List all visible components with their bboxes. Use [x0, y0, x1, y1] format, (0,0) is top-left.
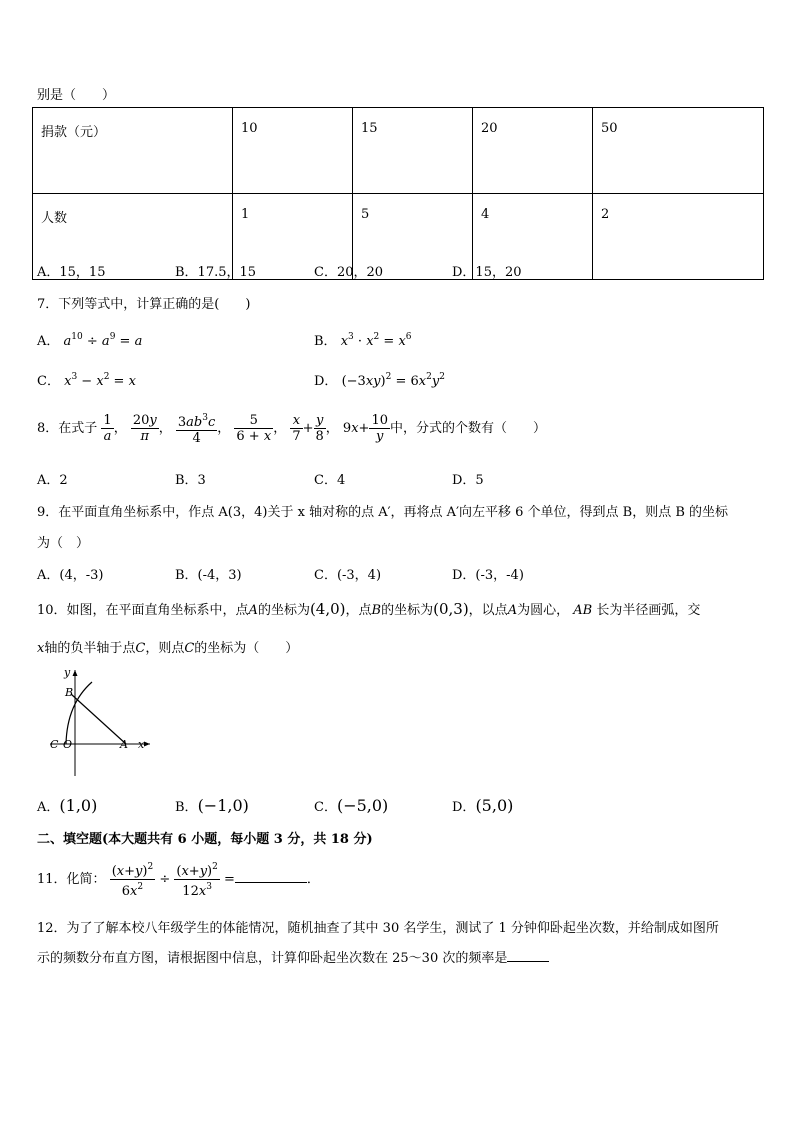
q10-option-c[interactable] [314, 796, 388, 815]
q9-option-a[interactable]: A．(4，-3) [37, 568, 104, 583]
q6-option-b[interactable]: B．17.5，15 [175, 265, 257, 280]
y-axis-arrow [73, 670, 78, 676]
table-cell: 4 [473, 194, 593, 280]
point-a: A [248, 603, 258, 618]
answer-blank[interactable] [235, 868, 307, 883]
option-label: B． [314, 334, 337, 349]
formula: $x^3 - x^2 = x$ [64, 372, 136, 389]
table-row [33, 108, 764, 194]
table-cell: 2 [593, 194, 764, 280]
option-label: D． [314, 374, 338, 389]
segment-ab-line [71, 694, 126, 744]
fraction: $\frac{x}{7}$ [292, 413, 301, 444]
option-label: C． [314, 800, 337, 815]
label-o: O [63, 738, 73, 751]
option-value: (−1,0) [197, 796, 249, 815]
table-cell: 15 [353, 108, 473, 194]
table-cell: 20 [473, 108, 593, 194]
text: ，则点 [145, 641, 185, 656]
table-cell: 人数 [33, 194, 233, 280]
formula: $a^{10} \div a^9 = a$ [63, 332, 143, 349]
fraction: $\frac{y}{8}$ [315, 413, 324, 444]
q6-option-c[interactable]: C．20，20 [314, 265, 384, 280]
q10-line1 [37, 599, 700, 618]
text: 为圆心， [517, 603, 570, 618]
q9-line1: 9．在平面直角坐标系中，作点 A(3，4)关于 x 轴对称的点 A′，再将点 A′向左平移 6 个单位，得到点 B，则点 B 的坐标 [37, 505, 729, 520]
text: 10．如图，在平面直角坐标系中，点 [37, 603, 249, 618]
segment-ab: AB [573, 603, 593, 618]
q12-text: 示的频数分布直方图，请根据图中信息，计算仰卧起坐次数在 25～30 次的频率是 [37, 951, 508, 966]
table-cell: 5 [353, 194, 473, 280]
option-value: (5,0) [475, 796, 514, 815]
q8-option-c[interactable]: C．4 [314, 473, 346, 488]
point-a: A [507, 603, 518, 618]
fraction: $\frac{10}{y}$ [371, 413, 388, 444]
table-cell: 捐款（元） [33, 108, 233, 194]
donation-table [32, 107, 764, 280]
q10-figure [40, 664, 160, 779]
axis-x: x [37, 641, 45, 656]
q7-stem: 7．下列等式中，计算正确的是( ) [37, 297, 251, 312]
q8-stem: 8．在式子 $\frac{1}{a}$ ， $\frac{20y}{\pi}$ ， $\frac{3ab^3c}{4}$ ， $\frac{5}{6 + x}$ ， $\frac{x}{7}$ + $\frac{y}{8}$ ， 9x+ $\frac{10}{y}$ 中，分式的个数有（ ） [37, 413, 547, 446]
label-c: C [50, 738, 59, 751]
q6-option-d[interactable]: D．15，20 [452, 265, 522, 280]
text: ，以点 [468, 603, 508, 618]
option-value: (1,0) [59, 796, 98, 815]
q12-line2 [37, 947, 549, 966]
point-b: B [371, 603, 382, 618]
q12-line1: 12．为了了解本校八年级学生的体能情况，随机抽查了其中 30 名学生，测试了 1 分钟仰卧起坐次数，并给制成如图所 [37, 921, 719, 936]
q8-option-a[interactable]: A．2 [37, 473, 68, 488]
label-a: A [120, 738, 128, 751]
option-value: (−5,0) [336, 796, 389, 815]
coord-a: (4,0) [309, 600, 346, 618]
q10-line2 [37, 637, 298, 656]
text: 的坐标为 [381, 603, 434, 618]
q10-option-a[interactable] [37, 796, 97, 815]
fraction: $\frac{5}{6 + x}$ [236, 413, 272, 444]
option-label: C． [37, 374, 60, 389]
table-row [33, 194, 764, 280]
option-label: B． [175, 800, 198, 815]
option-label: A． [37, 334, 60, 349]
q8-number: 8．在式子 [37, 421, 98, 436]
fraction: $\frac{20y}{\pi}$ [132, 413, 157, 444]
answer-blank[interactable] [507, 947, 549, 962]
q10-option-b[interactable] [175, 796, 249, 815]
table-cell: 1 [233, 194, 353, 280]
option-label: A． [37, 800, 60, 815]
formula: $(-3xy)^2 = 6x^2y^2$ [341, 372, 445, 389]
q8-tail: 中，分式的个数有（ ） [390, 421, 547, 436]
fraction: $\frac{1}{a}$ [103, 413, 112, 444]
q6-stem-tail: 别是（ ） [37, 88, 116, 103]
table-cell: 50 [593, 108, 764, 194]
text: ，点 [345, 603, 372, 618]
section-heading: 二、填空题(本大题共有 6 小题，每小题 3 分，共 18 分) [37, 832, 373, 847]
fraction: $\frac{(x+y)^2}{12x^3}$ [176, 862, 218, 899]
text: 的坐标为 [257, 603, 310, 618]
q11-end: ． [306, 872, 320, 887]
fraction: $\frac{(x+y)^2}{6x^2}$ [111, 862, 154, 899]
text: 的坐标为（ ） [194, 641, 299, 656]
q7-option-a[interactable] [37, 330, 142, 349]
fraction: $\frac{3ab^3c}{4}$ [177, 413, 216, 446]
q11-line: 11．化简： $\frac{(x+y)^2}{6x^2}$ ÷ $\frac{(x+y)^2}{12x^3}$ = ． [37, 862, 320, 899]
q7-option-b[interactable] [314, 330, 412, 349]
q8-option-d[interactable]: D．5 [452, 473, 484, 488]
q9-option-d[interactable]: D．(-3，-4) [452, 568, 524, 583]
text: 轴的负半轴于点 [44, 641, 136, 656]
q11-label: 11．化简： [37, 872, 106, 887]
q9-option-b[interactable]: B．(-4，3) [175, 568, 242, 583]
q9-option-c[interactable]: C．(-3，4) [314, 568, 382, 583]
point-c: C [184, 641, 195, 656]
point-c: C [135, 641, 146, 656]
label-y: y [64, 666, 71, 679]
formula: $x^3 \cdot x^2 = x^6$ [340, 332, 412, 349]
q7-option-c[interactable] [37, 370, 136, 389]
label-x: x [138, 738, 145, 751]
q9-line2: 为（ ） [37, 536, 90, 551]
text: 长为半径画弧，交 [596, 603, 701, 618]
q7-option-d[interactable] [314, 370, 445, 389]
x-axis-arrow [144, 742, 150, 747]
q6-option-a[interactable]: A．15，15 [37, 265, 106, 280]
q8-option-b[interactable]: B．3 [175, 473, 206, 488]
option-label: D． [452, 800, 476, 815]
table-cell: 10 [233, 108, 353, 194]
label-b: B [65, 686, 74, 699]
q10-option-d[interactable] [452, 796, 513, 815]
coord-b: (0,3) [433, 600, 469, 618]
